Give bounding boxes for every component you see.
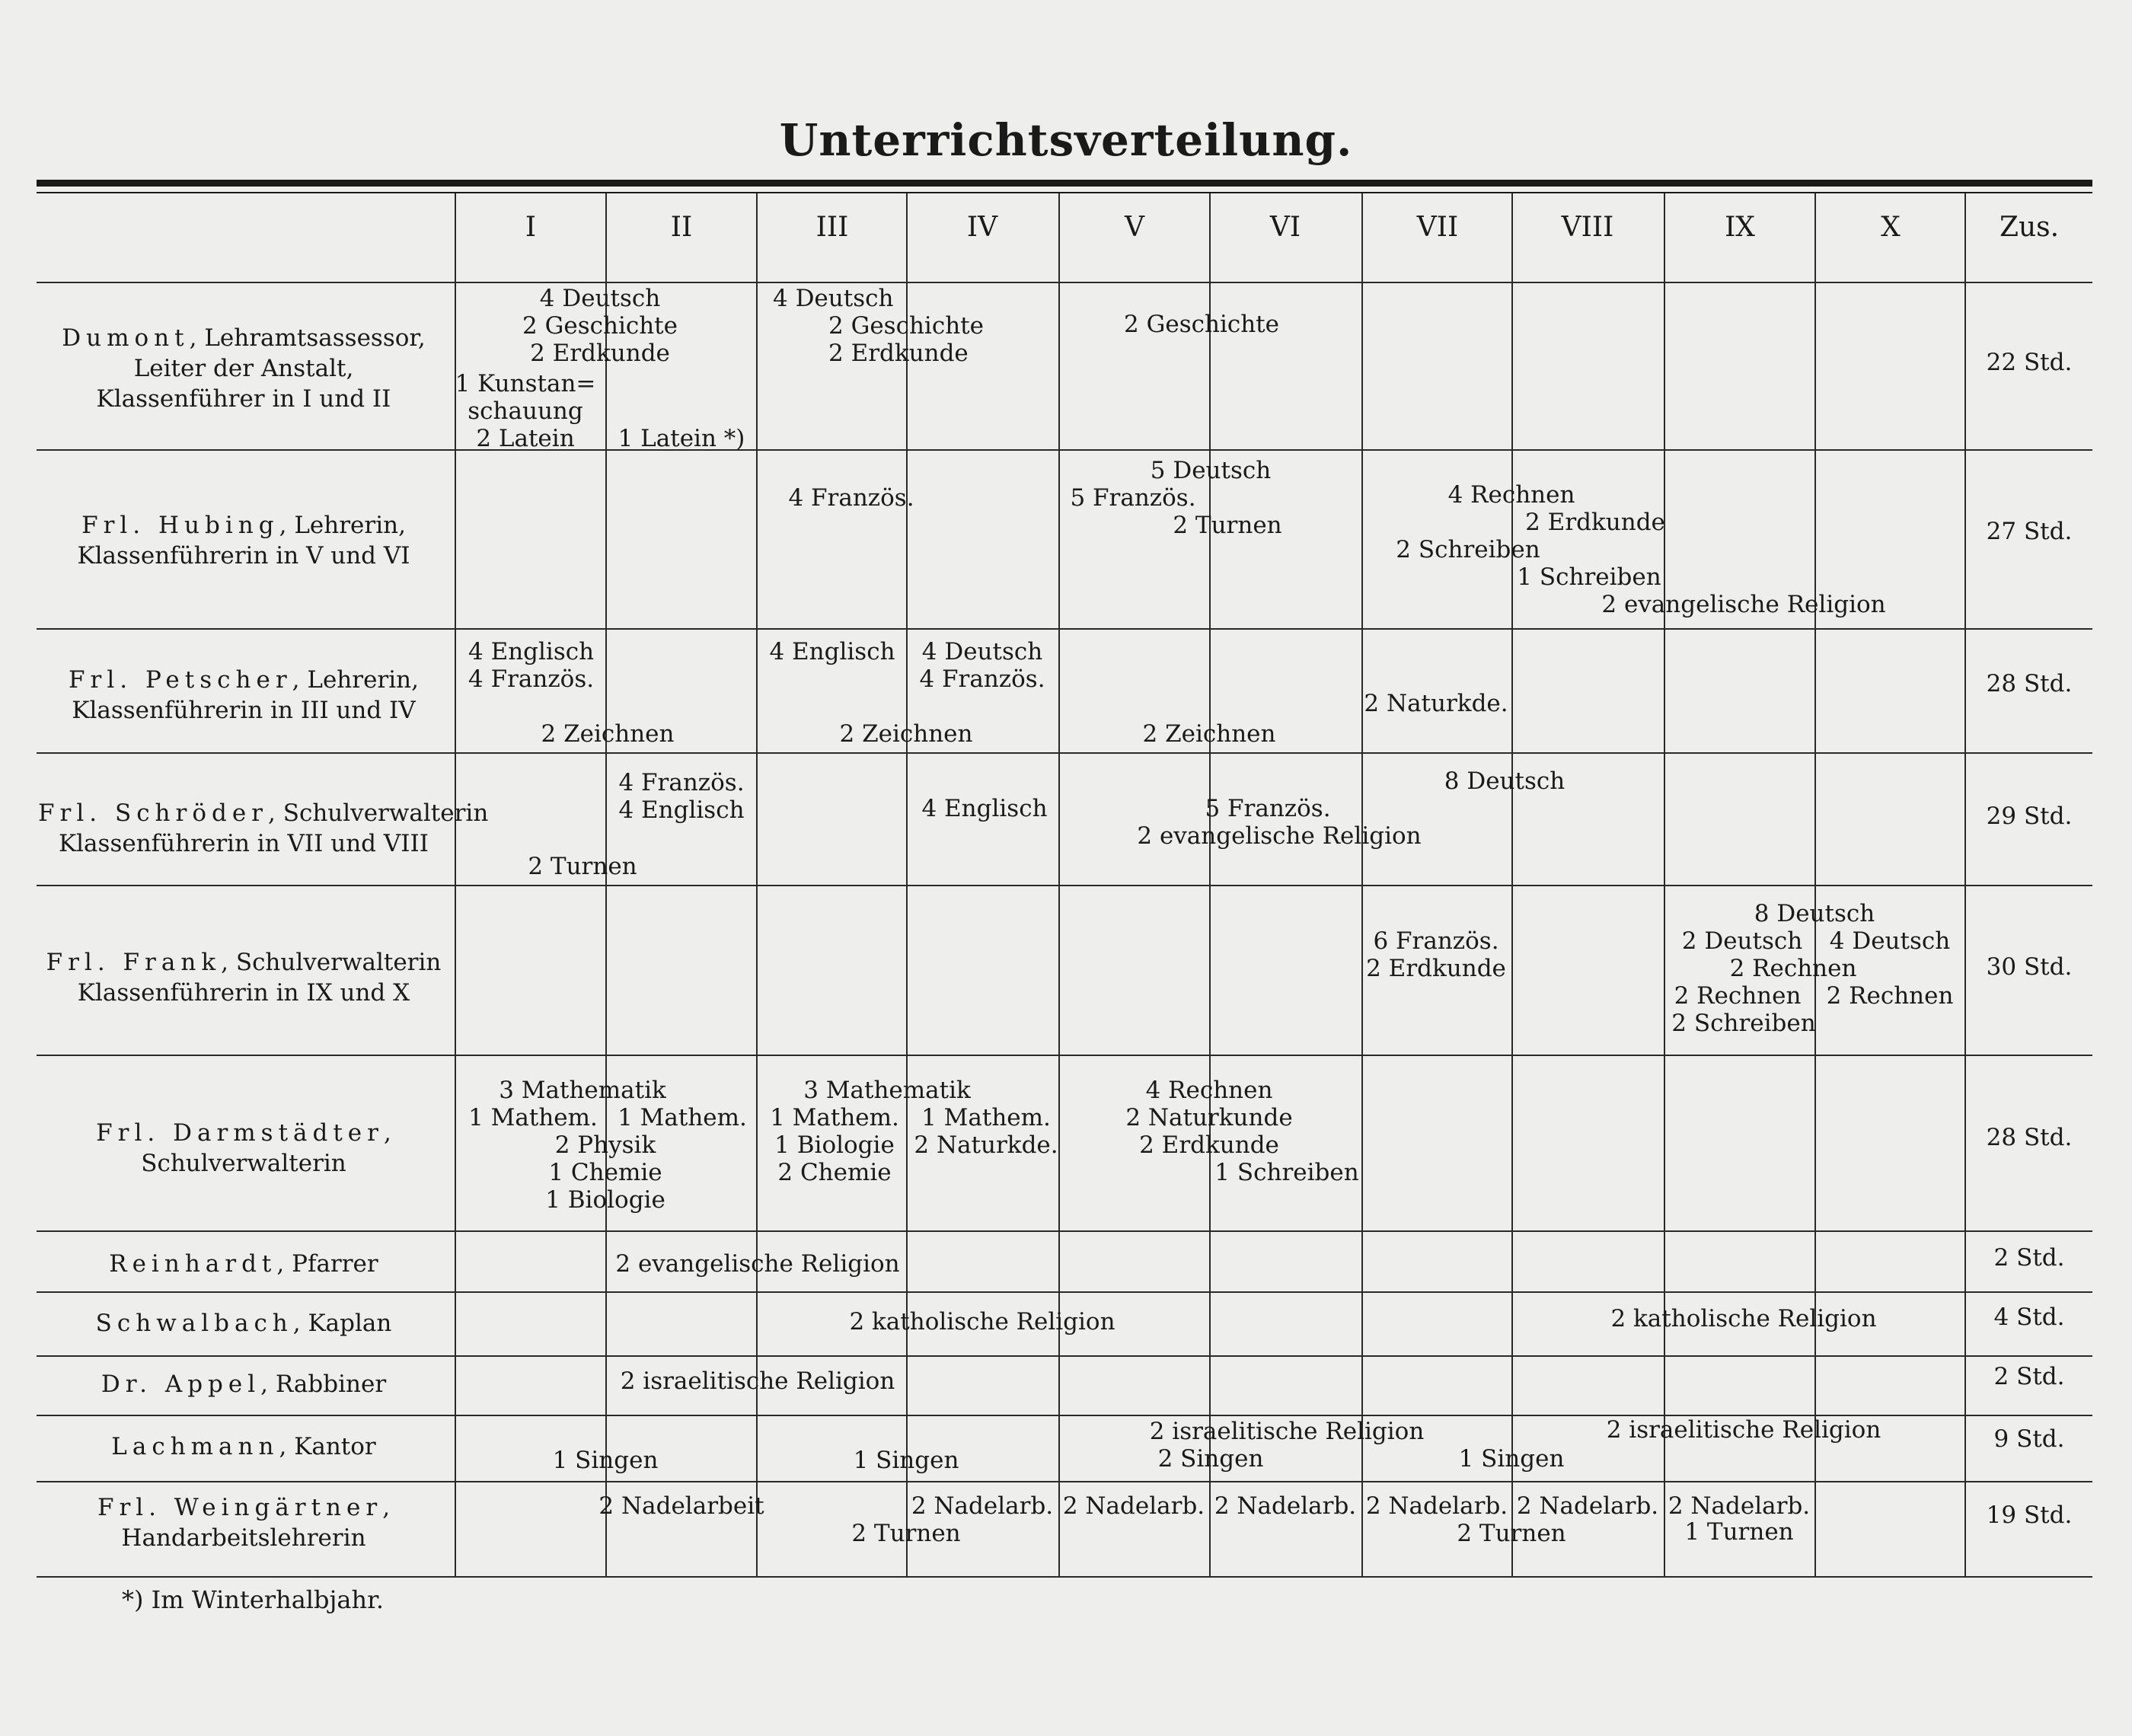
cell-line: 1 Singen xyxy=(1458,1445,1565,1473)
teacher-line: Klassenführerin in V und VI xyxy=(77,542,410,570)
cell-line: 3 Mathematik xyxy=(803,1077,971,1104)
teacher-line: Handarbeitslehrerin xyxy=(121,1524,366,1552)
row-divider xyxy=(37,282,2092,283)
teacher-name: Dr. Appel xyxy=(101,1371,261,1398)
cell-r3-franz xyxy=(1205,795,1330,822)
cell-r0-deutsch-block xyxy=(522,285,678,367)
cell-line: 4 Englisch xyxy=(468,638,595,665)
cell-r10-nadel-viii xyxy=(1517,1492,1658,1520)
row-divider xyxy=(37,1055,2092,1056)
cell-line: 4 Deutsch xyxy=(1829,927,1951,955)
column-divider xyxy=(1664,193,1665,1576)
cell-line: 1 Kunstan= xyxy=(455,370,596,397)
cell-line: 1 Mathem. xyxy=(770,1104,899,1131)
cell-r3-religion xyxy=(1137,822,1421,850)
cell-line: 4 Englisch xyxy=(769,638,895,665)
cell-r1-schreiben2 xyxy=(1396,536,1540,563)
teacher-name: Frl. Schröder xyxy=(38,799,269,827)
total-r6: 2 Std. xyxy=(1993,1244,2065,1272)
column-divider xyxy=(1058,193,1060,1576)
cell-line: 2 Erdkunde xyxy=(530,340,670,367)
teacher-schwalbach: Schwalbach, Kaplan xyxy=(95,1310,392,1337)
cell-line: 4 Französ. xyxy=(468,665,595,693)
cell-r5-phys xyxy=(545,1131,665,1214)
header-rule-thick xyxy=(37,180,2092,187)
cell-r3-deutsch xyxy=(1444,767,1565,795)
teacher-line: Klassenführerin in III und IV xyxy=(72,697,416,724)
cell-r4-rechnen-c xyxy=(1827,982,1954,1010)
cell-line: 2 Nadelarb. xyxy=(911,1492,1054,1520)
column-header-II: II xyxy=(670,212,693,243)
cell-r1-turnen xyxy=(1173,512,1281,539)
cell-line: 4 Rechnen xyxy=(1447,481,1575,509)
cell-r2-zeichnen-2 xyxy=(840,720,973,748)
row-divider xyxy=(37,1576,2092,1578)
cell-r4-schreiben xyxy=(1671,1010,1815,1037)
teacher-line: Schulverwalterin xyxy=(141,1150,346,1177)
cell-r5-math-i xyxy=(499,1077,666,1104)
cell-r10-turnen-ix xyxy=(1684,1518,1793,1546)
row-divider xyxy=(37,628,2092,630)
cell-r4-rechnen-a xyxy=(1730,955,1857,982)
page-title: Unterrichtsverteilung. xyxy=(779,114,1353,166)
column-header-VI: VI xyxy=(1269,212,1301,243)
cell-line: 2 Geschichte xyxy=(828,312,984,340)
cell-r10-turnen-vii xyxy=(1457,1520,1565,1547)
row-divider xyxy=(37,1355,2092,1357)
cell-r9-religion-a xyxy=(1150,1418,1425,1445)
cell-line: 2 Nadelarb. xyxy=(1365,1492,1508,1520)
cell-line: 4 Rechnen xyxy=(1145,1077,1273,1104)
cell-line: 2 Naturkde. xyxy=(1364,690,1508,717)
teacher-name: Frl. Petscher xyxy=(69,666,292,694)
column-divider xyxy=(605,193,607,1576)
cell-r1-erdkunde xyxy=(1525,509,1665,536)
cell-r4-vii xyxy=(1366,927,1506,982)
row-divider xyxy=(37,885,2092,886)
cell-line: 1 Turnen xyxy=(1684,1518,1794,1546)
column-header-V: V xyxy=(1125,212,1144,243)
cell-line: 6 Französ. xyxy=(1373,927,1499,955)
cell-line: 4 Deutsch xyxy=(539,285,661,312)
cell-line: 2 israelitische Religion xyxy=(1606,1416,1881,1444)
teacher-name: Frl. Frank xyxy=(46,949,222,976)
cell-line: 2 Schreiben xyxy=(1396,536,1540,563)
cell-line: 2 Nadelarb. xyxy=(1516,1492,1659,1520)
cell-r1-rechnen xyxy=(1448,481,1575,509)
cell-line: 2 Erdkunde xyxy=(1366,955,1506,982)
cell-line: 1 Singen xyxy=(853,1447,959,1474)
teacher-darmstaedter: Frl. Darmstädter, Schulverwalterin xyxy=(38,1118,449,1179)
cell-r2-i xyxy=(468,638,594,693)
cell-line: 2 evangelische Religion xyxy=(615,1250,900,1278)
teacher-frank: Frl. Frank, Schulverwalterin Klassenführerin in IX und X xyxy=(38,947,449,1008)
teacher-lachmann: Lachmann, Kantor xyxy=(111,1433,376,1460)
cell-line: 2 Turnen xyxy=(851,1520,961,1547)
cell-r8-religion xyxy=(621,1367,895,1395)
cell-line: 2 Naturkunde xyxy=(1125,1104,1293,1131)
cell-line: 2 Geschichte xyxy=(522,312,678,340)
teacher-line: Rabbiner xyxy=(275,1371,387,1398)
cell-r0-kunst xyxy=(455,370,596,452)
cell-r3-iv xyxy=(921,795,1047,822)
cell-line: 2 Latein xyxy=(476,425,575,452)
cell-r1-franz xyxy=(788,484,914,512)
cell-line: 8 Deutsch xyxy=(1754,900,1875,927)
cell-line: 2 Physik xyxy=(554,1131,656,1159)
cell-r5-iv xyxy=(914,1104,1058,1159)
cell-line: 2 Nadelarbeit xyxy=(598,1492,764,1520)
teacher-name: Frl. Darmstädter xyxy=(96,1119,384,1147)
cell-line: 2 Rechnen xyxy=(1674,982,1802,1010)
cell-line: 4 Englisch xyxy=(921,795,1048,822)
cell-line: 2 Nadelarb. xyxy=(1668,1492,1811,1520)
cell-r0-iii-gesch xyxy=(828,312,984,367)
cell-r1-v-franz xyxy=(1070,484,1195,512)
teacher-name: Reinhardt xyxy=(109,1250,277,1278)
cell-line: 4 Englisch xyxy=(618,796,745,824)
teacher-line: Lehrerin, xyxy=(294,512,406,539)
teacher-appel: Dr. Appel, Rabbiner xyxy=(101,1371,387,1398)
teacher-weingaertner: Frl. Weingärtner, Handarbeitslehrerin xyxy=(38,1492,449,1553)
cell-line: 4 Französ. xyxy=(618,769,745,796)
cell-r2-iii xyxy=(769,638,895,665)
cell-line: 1 Biologie xyxy=(545,1186,665,1214)
teacher-line: Klassenführer in I und II xyxy=(96,385,391,413)
row-divider xyxy=(37,752,2092,754)
cell-r0-latein xyxy=(618,425,745,452)
column-divider xyxy=(1511,193,1513,1576)
column-header-X: X xyxy=(1881,212,1901,243)
cell-r9-singen-v xyxy=(1158,1445,1264,1473)
cell-r5-ii xyxy=(618,1104,747,1131)
footnote: *) Im Winterhalbjahr. xyxy=(122,1585,385,1614)
cell-line: 8 Deutsch xyxy=(1444,767,1565,795)
column-header-I: I xyxy=(525,212,537,243)
cell-r1-religion xyxy=(1601,591,1885,618)
teacher-line: Leiter der Anstalt, xyxy=(133,355,354,382)
cell-r9-singen-i xyxy=(553,1447,659,1474)
column-divider xyxy=(1361,193,1363,1576)
teacher-line: Schulverwalterin xyxy=(235,949,442,976)
cell-line: 1 Latein *) xyxy=(618,425,745,452)
cell-line: 4 Deutsch xyxy=(773,285,894,312)
teacher-line: Klassenführerin in VII und VIII xyxy=(58,830,429,857)
total-r5: 28 Std. xyxy=(1986,1124,2073,1151)
teacher-line: Klassenführerin in IX und X xyxy=(77,979,410,1007)
cell-line: 2 Erdkunde xyxy=(1139,1131,1279,1159)
total-r9: 9 Std. xyxy=(1993,1425,2065,1453)
total-r7: 4 Std. xyxy=(1993,1304,2065,1331)
cell-r3-ii xyxy=(618,769,744,824)
row-divider xyxy=(37,1291,2092,1293)
cell-line: 2 Naturkde. xyxy=(914,1131,1058,1159)
cell-line: 2 Geschichte xyxy=(1124,311,1279,338)
cell-line: 2 Rechnen xyxy=(1729,955,1857,982)
row-divider xyxy=(37,1230,2092,1232)
cell-line: 1 Biologie xyxy=(774,1131,895,1159)
cell-line: 1 Chemie xyxy=(548,1159,662,1186)
row-divider xyxy=(37,449,2092,451)
cell-line: 2 Nadelarb. xyxy=(1214,1492,1357,1520)
cell-line: 4 Französ. xyxy=(788,484,914,512)
cell-r3-turnen xyxy=(528,853,637,880)
cell-line: 1 Mathem. xyxy=(921,1104,1051,1131)
cell-line: 2 israelitische Religion xyxy=(620,1367,895,1395)
cell-r4-deutsch8 xyxy=(1754,900,1875,927)
cell-line: schauung xyxy=(468,397,583,425)
cell-r2-naturkde xyxy=(1364,690,1508,717)
teacher-line: Kaplan xyxy=(308,1310,392,1337)
cell-r4-rechnen-b xyxy=(1674,982,1802,1010)
teacher-name: Schwalbach xyxy=(95,1310,293,1337)
header-rule-thin xyxy=(37,192,2092,193)
column-header-III: III xyxy=(815,212,849,243)
cell-r6-religion xyxy=(615,1250,899,1278)
cell-line: 2 Turnen xyxy=(1173,512,1282,539)
teacher-name: Lachmann xyxy=(111,1433,279,1460)
column-header-IX: IX xyxy=(1725,212,1755,243)
cell-r2-zeichnen-3 xyxy=(1143,720,1276,748)
cell-r1-deutsch xyxy=(1151,457,1271,484)
column-divider xyxy=(1814,193,1816,1576)
cell-r0-iii-deutsch xyxy=(773,285,893,312)
cell-line: 2 Zeichnen xyxy=(1142,720,1276,748)
column-header-VIII: VIII xyxy=(1561,212,1614,243)
cell-line: 2 Schreiben xyxy=(1671,1010,1816,1037)
total-r0: 22 Std. xyxy=(1986,349,2073,376)
cell-line: 2 Zeichnen xyxy=(541,720,675,748)
cell-line: 2 Turnen xyxy=(1457,1520,1566,1547)
cell-r5-iii xyxy=(770,1104,899,1186)
cell-r10-nadel-i xyxy=(598,1492,764,1520)
cell-line: 2 evangelische Religion xyxy=(1601,591,1886,618)
cell-line: 2 katholische Religion xyxy=(849,1308,1115,1336)
cell-line: 1 Mathem. xyxy=(618,1104,747,1131)
cell-line: 1 Schreiben xyxy=(1214,1159,1359,1186)
teacher-name: Frl. Hubing xyxy=(81,512,279,539)
cell-line: 2 Singen xyxy=(1157,1445,1264,1473)
cell-r2-zeichnen-1 xyxy=(541,720,675,748)
teacher-line: Lehramtsassessor, xyxy=(204,324,426,352)
column-divider xyxy=(1209,193,1211,1576)
total-r4: 30 Std. xyxy=(1986,953,2073,981)
total-r3: 29 Std. xyxy=(1986,803,2073,830)
teacher-line: Schulverwalterin xyxy=(282,799,489,827)
cell-r10-turnen-iii xyxy=(851,1520,960,1547)
cell-r10-nadel-vii xyxy=(1366,1492,1508,1520)
cell-r5-schreiben xyxy=(1214,1159,1358,1186)
teacher-name: Dumont xyxy=(62,324,190,352)
cell-line: 4 Deutsch xyxy=(921,638,1043,665)
teacher-schroeder: Frl. Schröder, Schulverwalterin Klassenführerin in VII und VIII xyxy=(38,799,489,857)
teacher-hubing: Frl. Hubing, Lehrerin, Klassenführerin in V und VI xyxy=(38,510,449,571)
total-r8: 2 Std. xyxy=(1993,1363,2065,1390)
cell-line: 2 evangelische Religion xyxy=(1137,822,1422,850)
cell-line: 2 Erdkunde xyxy=(828,340,969,367)
cell-r9-singen-vii xyxy=(1459,1445,1565,1473)
teacher-line: Kantor xyxy=(294,1433,376,1460)
cell-r7-religion-a xyxy=(849,1308,1115,1336)
cell-line: 2 Zeichnen xyxy=(839,720,973,748)
teacher-reinhardt: Reinhardt, Pfarrer xyxy=(109,1250,378,1278)
cell-line: 1 Singen xyxy=(552,1447,659,1474)
cell-line: 2 israelitische Religion xyxy=(1149,1418,1425,1445)
cell-line: 2 Nadelarb. xyxy=(1062,1492,1205,1520)
cell-line: 2 Chemie xyxy=(777,1159,892,1186)
cell-line: 2 Rechnen xyxy=(1826,982,1954,1010)
total-r1: 27 Std. xyxy=(1986,518,2073,545)
cell-line: 2 Erdkunde xyxy=(1525,509,1665,536)
column-header-total: Zus. xyxy=(1999,212,2060,243)
cell-r10-nadel-v xyxy=(1063,1492,1205,1520)
total-r2: 28 Std. xyxy=(1986,670,2073,697)
cell-r0-v-gesch xyxy=(1124,311,1279,338)
teacher-line: Lehrerin, xyxy=(307,666,419,694)
cell-r5-i xyxy=(468,1104,598,1131)
cell-r10-nadel-iv xyxy=(911,1492,1053,1520)
cell-line: 3 Mathematik xyxy=(499,1077,666,1104)
cell-r4-deutsch4 xyxy=(1830,927,1950,955)
cell-r4-deutsch2 xyxy=(1682,927,1802,955)
cell-r2-iv xyxy=(919,638,1045,693)
cell-r9-religion-b xyxy=(1607,1416,1881,1444)
cell-line: 5 Deutsch xyxy=(1150,457,1272,484)
cell-line: 2 Turnen xyxy=(528,853,637,880)
cell-line: 1 Schreiben xyxy=(1517,563,1661,591)
cell-r7-religion-b xyxy=(1610,1305,1876,1332)
cell-line: 5 Französ. xyxy=(1070,484,1196,512)
teacher-line: Pfarrer xyxy=(292,1250,378,1278)
cell-r1-schreiben1 xyxy=(1517,563,1661,591)
cell-r5-v xyxy=(1125,1077,1292,1159)
cell-r10-nadel-ix xyxy=(1668,1492,1810,1520)
cell-r10-nadel-vi xyxy=(1214,1492,1356,1520)
teacher-petscher: Frl. Petscher, Lehrerin, Klassenführerin in III und IV xyxy=(38,665,449,726)
column-header-VII: VII xyxy=(1416,212,1459,243)
cell-r9-singen-iii xyxy=(854,1447,959,1474)
cell-line: 1 Mathem. xyxy=(468,1104,598,1131)
cell-r5-math-iii xyxy=(803,1077,971,1104)
cell-line: 2 Deutsch xyxy=(1681,927,1803,955)
teacher-dumont: Dumont, Lehramtsassessor, Leiter der Anstalt, Klassenführer in I und II xyxy=(38,323,449,414)
cell-line: 4 Französ. xyxy=(919,665,1045,693)
column-divider xyxy=(906,193,908,1576)
column-header-IV: IV xyxy=(966,212,998,243)
total-r10: 19 Std. xyxy=(1986,1501,2073,1529)
cell-line: 5 Französ. xyxy=(1205,795,1331,822)
cell-line: 2 katholische Religion xyxy=(1610,1305,1877,1332)
row-divider xyxy=(37,1481,2092,1482)
teacher-name: Frl. Weingärtner xyxy=(97,1494,383,1521)
